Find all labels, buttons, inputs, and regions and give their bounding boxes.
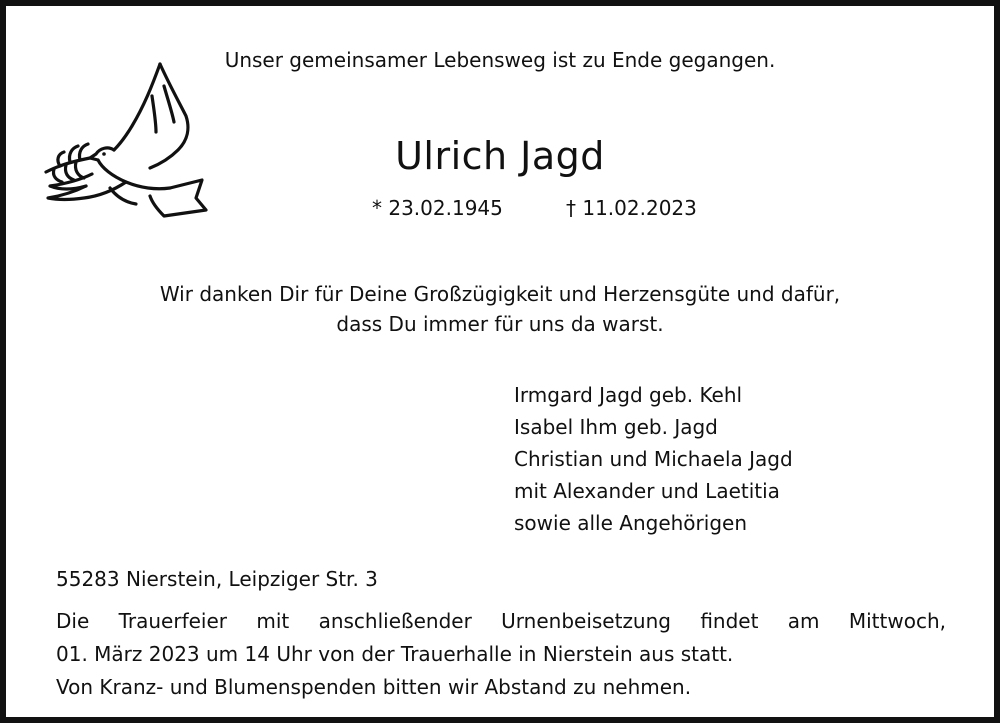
details-line: Die Trauerfeier mit anschließender Urnenbeisetzung findet am Mittwoch, [56, 609, 946, 633]
mourners-list [514, 379, 793, 539]
intro-line: Unser gemeinsamer Lebensweg ist zu Ende gegangen. [224, 48, 776, 72]
birth-date: * 23.02.1945 [372, 196, 503, 220]
funeral-details [56, 605, 946, 704]
mourner-name: mit Alexander und Laetitia [514, 479, 780, 503]
thanks-line: Wir danken Dir für Deine Großzügigkeit und Herzensgüte und dafür, [159, 282, 841, 306]
mourner-name: sowie alle Angehörigen [514, 511, 747, 535]
death-date: † 11.02.2023 [566, 196, 697, 220]
deceased-name: Ulrich Jagd [395, 134, 605, 178]
address: 55283 Nierstein, Leipziger Str. 3 [56, 567, 378, 591]
details-line: Von Kranz- und Blumenspenden bitten wir Abstand zu nehmen. [56, 675, 692, 699]
mourner-name: Christian und Michaela Jagd [514, 447, 793, 471]
mourner-name: Isabel Ihm geb. Jagd [514, 415, 718, 439]
thanks-line: dass Du immer für uns da warst. [336, 312, 664, 336]
mourner-name: Irmgard Jagd geb. Kehl [514, 383, 743, 407]
thanks-text [6, 279, 994, 339]
details-line: 01. März 2023 um 14 Uhr von der Trauerhalle in Nierstein aus statt. [56, 642, 734, 666]
